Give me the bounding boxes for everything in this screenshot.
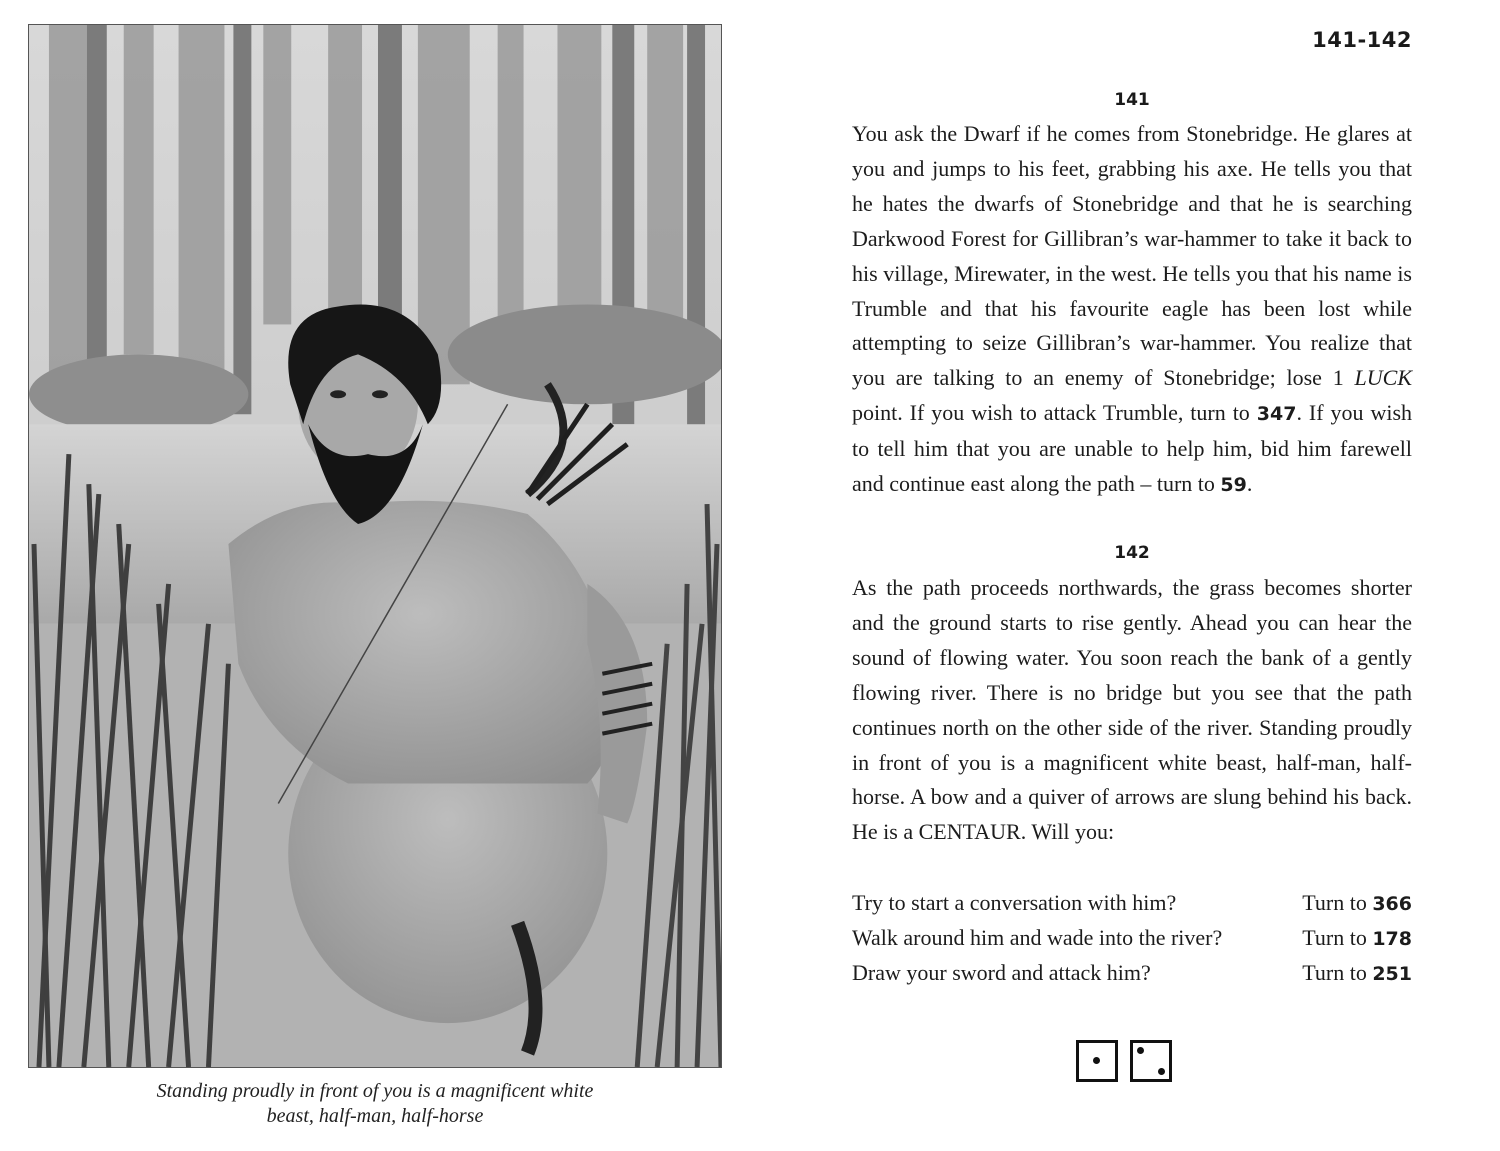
section-141-text-mid: point. If you wish to attack Trumble, turn to — [852, 400, 1257, 426]
section-number-142: 142 — [1114, 543, 1150, 563]
die-pip — [1158, 1068, 1165, 1075]
forest-centaur-drawing — [29, 25, 721, 1067]
luck-word: LUCK — [1354, 365, 1412, 391]
link-turn-178[interactable]: 178 — [1372, 928, 1412, 950]
link-turn-59[interactable]: 59 — [1220, 474, 1247, 497]
link-turn-251[interactable]: 251 — [1372, 963, 1412, 985]
section-141-text — [852, 117, 1412, 503]
choice-turn — [1302, 885, 1412, 920]
choice-attack[interactable] — [852, 955, 1412, 990]
choices-list — [852, 885, 1412, 990]
dice-pair — [1076, 1040, 1172, 1082]
link-turn-347[interactable]: 347 — [1256, 403, 1297, 426]
section-141-text-mid2: . If you wish to tell him that you are unable to help him, bid him farewell and continue east along the path – turn to — [852, 400, 1413, 497]
die-pip — [1137, 1047, 1144, 1054]
section-141-text-end: . — [1246, 471, 1253, 497]
die-pip — [1093, 1057, 1100, 1064]
centaur-illustration — [28, 24, 722, 1068]
die-one-icon — [1076, 1040, 1118, 1082]
section-number-141: 141 — [1114, 90, 1150, 110]
die-two-icon — [1130, 1040, 1172, 1082]
caption-line-1: Standing proudly in front of you is a magnificent white — [156, 1080, 594, 1102]
link-turn-366[interactable]: 366 — [1372, 893, 1412, 915]
turn-to-text: Turn to — [1302, 925, 1367, 950]
page-range-header: 141-142 — [1312, 28, 1412, 52]
turn-to-text: Turn to — [1302, 890, 1367, 915]
choice-label: Walk around him and wade into the river? — [852, 925, 1223, 950]
choice-label: Try to start a conversation with him? — [852, 890, 1177, 915]
choice-turn — [1302, 955, 1412, 990]
illustration-caption — [28, 1079, 722, 1129]
section-142-text: As the path proceeds northwards, the grass becomes shorter and the ground starts to rise gently. Ahead you can hear the sound of flowing water. You soon reach the bank of a gently flowing river. There is no bridge but you see that the path continues north on the other side of the river. Standing proudly in front of you is a magnificent white beast, half-man, half-horse. A bow and a quiver of arrows are slung behind his back. He is a CENTAUR. Will you: — [852, 575, 1412, 845]
choice-label: Draw your sword and attack him? — [852, 960, 1151, 985]
choice-turn — [1302, 920, 1412, 955]
choice-wade-river[interactable] — [852, 920, 1412, 955]
turn-to-text: Turn to — [1302, 960, 1367, 985]
choice-converse[interactable] — [852, 885, 1412, 920]
caption-line-2: beast, half-man, half-horse — [266, 1105, 484, 1127]
section-141-text-start: You ask the Dwarf if he comes from Stonebridge. He glares at you and jumps to his feet, grabbing his axe. He tells you that he hates the dwarfs of Stonebridge and that he is searching Darkwood Forest for Gillibran’s war-hammer to take it back to his village, Mirewater, in the west. He tells you that his name is Trumble and that his favourite eagle has been lost while attempting to seize Gillibran’s war-hammer. You realize that you are talking to an enemy of Stonebridge; lose 1 — [852, 121, 1412, 391]
